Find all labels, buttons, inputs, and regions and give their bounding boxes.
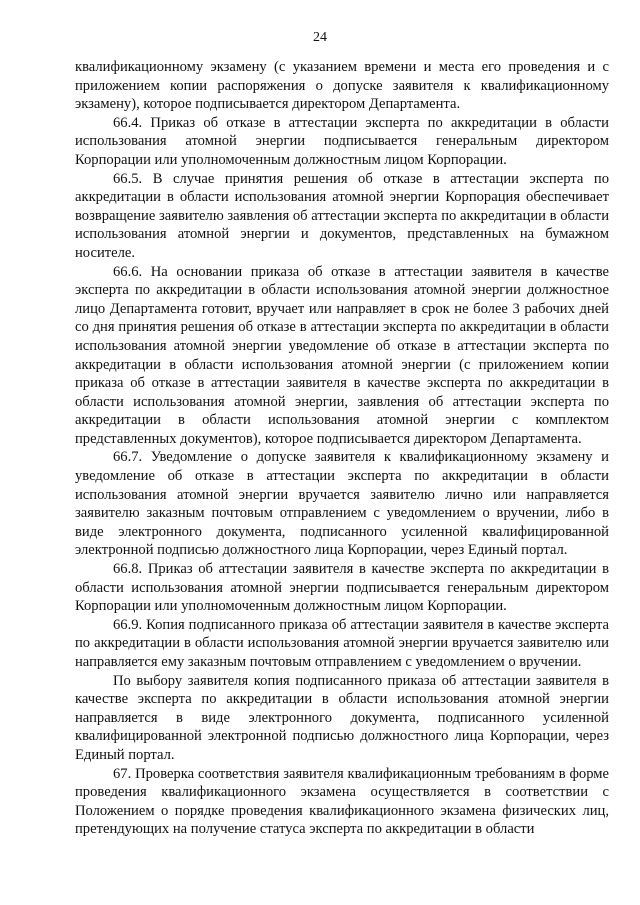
paragraph-66-4: 66.4. Приказ об отказе в аттестации эксперта по аккредитации в области использования атомной энергии подписывается генеральным директором Корпорации или уполномоченным должностным лицом Корпорации. <box>75 114 609 168</box>
paragraph-66-9: 66.9. Копия подписанного приказа об аттестации заявителя в качестве эксперта по аккредитации в области использования атомной энергии вручается заявителю или направляется ему заказным почтовым отправлением с уведомлением о вручении. <box>75 616 609 670</box>
page-number: 24 <box>313 30 327 45</box>
paragraph-66-8: 66.8. Приказ об аттестации заявителя в качестве эксперта по аккредитации в области использования атомной энергии подписывается генеральным директором Корпорации или уполномоченным должностным лицом Корпорации. <box>75 561 609 615</box>
paragraph-electronic-copy: По выбору заявителя копия подписанного приказа об аттестации заявителя в качестве эксперта по аккредитации в области использования атомной энергии направляется в виде электронного документа, подписанного усиленной квалифицированной электронной подписью должностного лица Корпорации, через Единый портал. <box>75 672 609 763</box>
paragraph-66-5: 66.5. В случае принятия решения об отказе в аттестации эксперта по аккредитации в области использования атомной энергии Корпорация обеспечивает возвращение заявителю заявления об аттестации эксперта по аккредитации в области использования атомной энергии и документов, представленных на бумажном носителе. <box>75 170 609 261</box>
document-body <box>75 58 609 839</box>
paragraph-67: 67. Проверка соответствия заявителя квалификационным требованиям в форме проведения квалификационного экзамена осуществляется в соответствии с Положением о порядке проведения квалификационного экзамена физических лиц, претендующих на получение статуса эксперта по аккредитации в области <box>75 765 609 838</box>
paragraph-66-7: 66.7. Уведомление о допуске заявителя к квалификационному экзамену и уведомление об отказе в аттестации эксперта по аккредитации в области использования атомной энергии вручается заявителю лично или направляется заявителю заказным почтовым отправлением с уведомлением о вручении, либо в виде электронного документа, подписанного усиленной квалифицированной электронной подписью должностного лица Корпорации, через Единый портал. <box>75 449 609 559</box>
paragraph-66-6: 66.6. На основании приказа об отказе в аттестации заявителя в качестве эксперта по аккредитации в области использования атомной энергии должностное лицо Департамента готовит, вручает или направляет в срок не более 3 рабочих дней со дня принятия решения об отказе в аттестации эксперта по аккредитации в области использования атомной энергии уведомление об отказе в аттестации эксперта по аккредитации в области использования атомной энергии (с приложением копии приказа об отказе в аттестации заявителя в качестве эксперта по аккредитации в области использования атомной энергии, заявления об аттестации эксперта по аккредитации в области использования атомной энергии с комплектом представленных документов), которое подписывается директором Департамента. <box>75 263 609 447</box>
paragraph-continued: квалификационному экзамену (с указанием времени и места его проведения и с приложением копии распоряжения о допуске заявителя к квалификационному экзамену), которое подписывается директором Департамента. <box>75 59 609 113</box>
